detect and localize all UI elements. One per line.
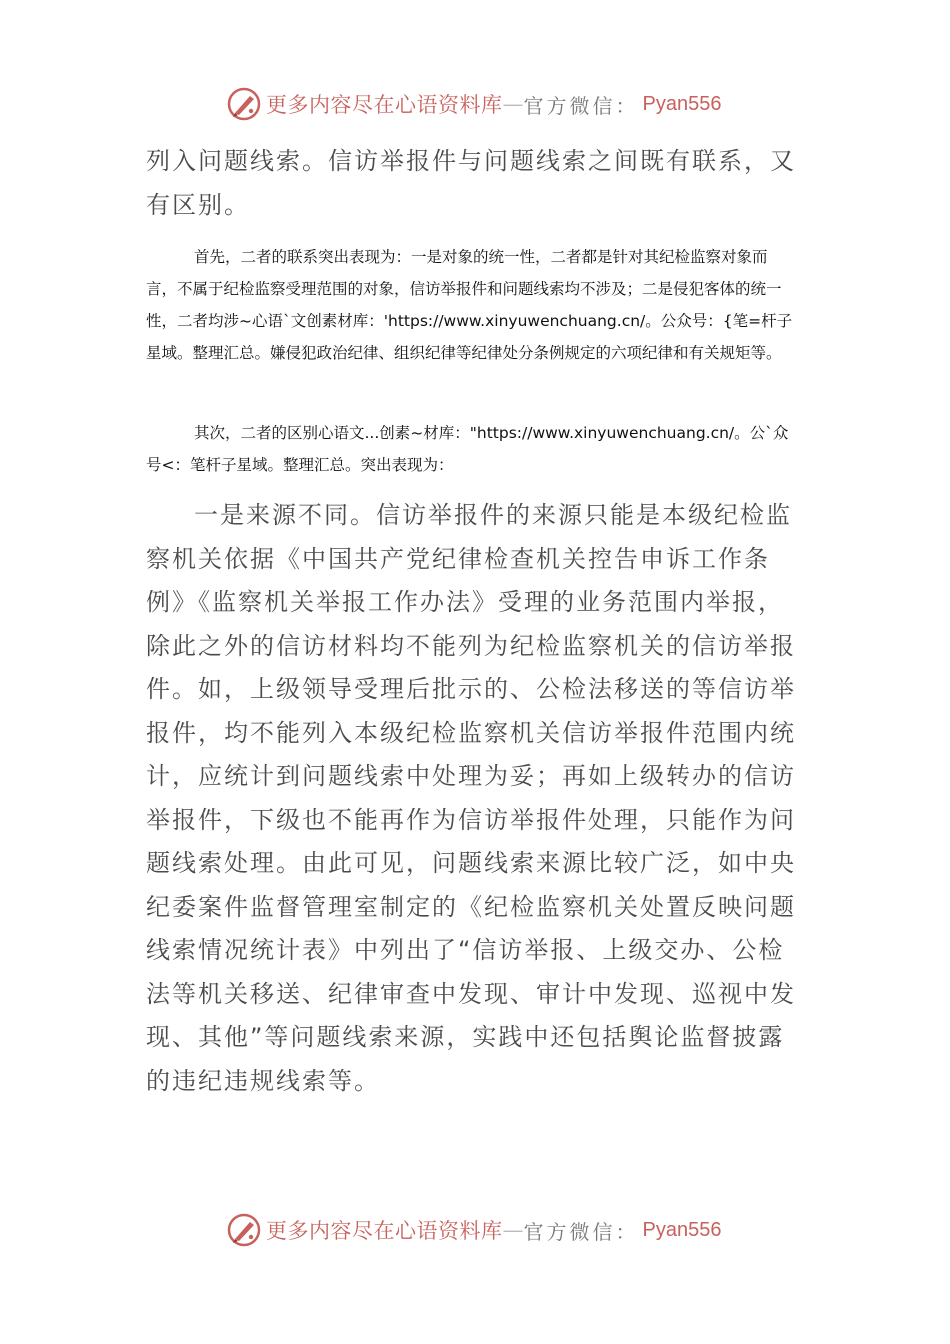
footer-banner-subtitle: 官方微信： [523,1219,639,1244]
header-banner-subtitle: 官方微信： [523,93,639,118]
header-banner [226,84,721,124]
footer-wechat-id: Pyan556 [642,1218,722,1241]
paragraph-second: 其次，二者的区别心语文...创素~材库："https://www.xinyuwenchuang.cn/。公`众号<：笔杆子星域。整理汇总。突出表现为： [146,424,789,474]
footer-banner-dash: — [502,1218,524,1242]
header-banner-title: 更多内容尽在心语资料库 [266,93,503,117]
footer-banner [226,1210,721,1250]
footer-banner-title: 更多内容尽在心语资料库 [266,1219,503,1243]
header-banner-dash: — [502,92,524,116]
pen-logo-icon [226,1212,262,1248]
paragraph-source-difference: 一是来源不同。信访举报件的来源只能是本级纪检监察机关依据《中国共产党纪律检查机关控告申诉工作条例》《监察机关举报工作办法》受理的业务范围内举报，除此之外的信访材料均不能列为纪检监察机关的信访举报件。如，上级领导受理后批示的、公检法移送的等信访举报件，均不能列入本级纪检监察机关信访举报件范围内统计，应统计到问题线索中处理为妥；再如上级转办的信访举报件，下级也不能再作为信访举报件处理，只能作为问题线索处理。由此可见，问题线索来源比较广泛，如中央纪委案件监督管理室制定的《纪检监察机关处置反映问题线索情况统计表》中列出了“信访举报、上级交办、公检法等机关移送、纪律审查中发现、审计中发现、巡视中发现、其他”等问题线索来源，实践中还包括舆论监督披露的违纪违规线索等。 [146,501,796,1095]
header-wechat-id: Pyan556 [642,92,722,115]
paragraph-first: 首先，二者的联系突出表现为：一是对象的统一性，二者都是针对其纪检监察对象而言，不属于纪检监察受理范围的对象，信访举报件和问题线索均不涉及；二是侵犯客体的统一性，二者均涉~心语`文创素材库：'https://www.xinyuwenchuang.cn/。公众号：{笔=杆子星域。整理汇总。嫌侵犯政治纪律、组织纪律等纪律处分条例规定的六项纪律和有关规矩等。 [146,248,793,362]
paragraph-intro: 列入问题线索。信访举报件与问题线索之间既有联系，又有区别。 [146,147,796,219]
pen-logo-icon [226,86,262,122]
